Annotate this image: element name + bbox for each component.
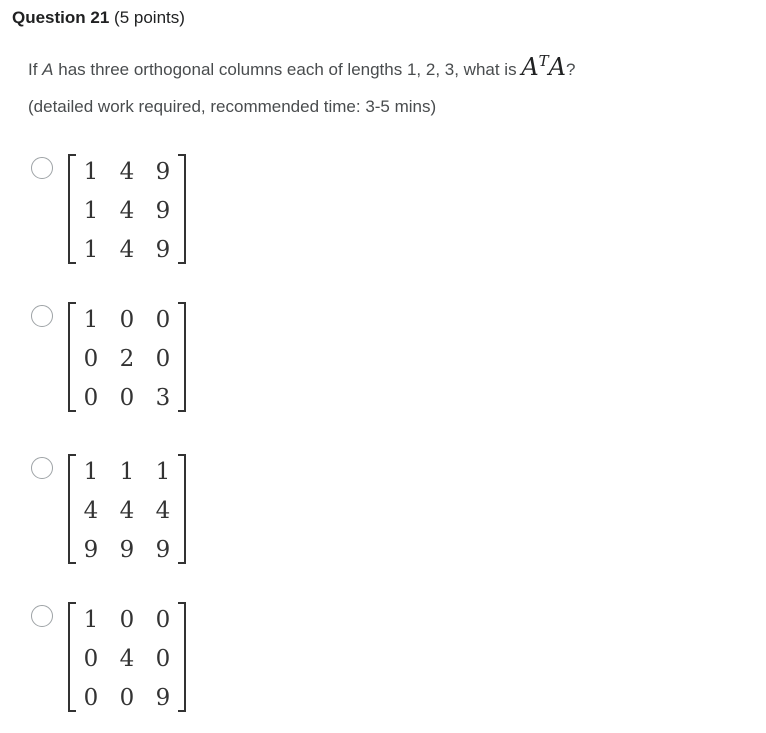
question-text-start: If (28, 60, 43, 79)
matrix-cell: 4 (155, 498, 171, 524)
matrix-cell: 4 (119, 198, 135, 224)
answer-option-3[interactable] (31, 454, 186, 566)
matrix-cell: 3 (155, 385, 171, 411)
answer-matrix (68, 154, 186, 266)
matrix-cell: 9 (155, 537, 171, 563)
right-bracket (178, 302, 186, 412)
matrix-cell: 1 (155, 459, 171, 485)
left-bracket (68, 302, 76, 412)
left-bracket (68, 602, 76, 712)
matrix-cell: 0 (155, 607, 171, 633)
matrix-cell: 1 (83, 307, 99, 333)
math-base: A (521, 53, 539, 81)
matrix-cell: 0 (119, 307, 135, 333)
matrix-cell: 1 (83, 459, 99, 485)
right-bracket (178, 454, 186, 564)
answer-option-1[interactable] (31, 154, 186, 266)
question-note: (detailed work required, recommended time: 3-5 mins) (28, 97, 437, 116)
matrix-cell: 9 (119, 537, 135, 563)
question-points: (5 points) (114, 8, 185, 27)
matrix-cell: 9 (155, 237, 171, 263)
matrix-cell: 4 (119, 646, 135, 672)
radio-button[interactable] (31, 457, 53, 479)
question-header (12, 8, 185, 28)
matrix-cell: 9 (155, 198, 171, 224)
math-after: A (548, 53, 567, 81)
matrix-cell: 1 (119, 459, 135, 485)
matrix-cell: 1 (83, 159, 99, 185)
matrix-cell: 0 (155, 307, 171, 333)
answer-matrix (68, 302, 186, 414)
matrix-cell: 4 (119, 498, 135, 524)
question-title: Question 21 (12, 8, 110, 27)
answer-matrix (68, 602, 186, 714)
right-bracket (178, 154, 186, 264)
matrix-cell: 4 (119, 237, 135, 263)
answer-option-4[interactable] (31, 602, 186, 714)
matrix-cell: 0 (83, 685, 99, 711)
radio-button[interactable] (31, 605, 53, 627)
matrix-cell: 0 (119, 385, 135, 411)
question-text-end: ? (566, 60, 576, 79)
matrix-cell: 0 (83, 646, 99, 672)
matrix-cell: 0 (83, 346, 99, 372)
matrix-cell: 0 (119, 685, 135, 711)
matrix-cell: 0 (83, 385, 99, 411)
matrix-cell: 2 (119, 346, 135, 372)
matrix-cell: 0 (155, 646, 171, 672)
right-bracket (178, 602, 186, 712)
math-expression (521, 53, 566, 81)
matrix-cell: 9 (155, 159, 171, 185)
answer-matrix (68, 454, 186, 566)
radio-button[interactable] (31, 305, 53, 327)
matrix-cell: 9 (83, 537, 99, 563)
matrix-cell: 9 (155, 685, 171, 711)
matrix-cell: 0 (155, 346, 171, 372)
math-transpose: T (538, 52, 549, 70)
matrix-cell: 1 (83, 198, 99, 224)
matrix-cell: 4 (119, 159, 135, 185)
matrix-cell: 4 (83, 498, 99, 524)
left-bracket (68, 454, 76, 564)
matrix-cell: 1 (83, 237, 99, 263)
matrix-cell: 1 (83, 607, 99, 633)
radio-button[interactable] (31, 157, 53, 179)
answer-option-2[interactable] (31, 302, 186, 414)
left-bracket (68, 154, 76, 264)
matrix-variable: A (42, 60, 54, 79)
question-text-middle: has three orthogonal columns each of lengths 1, 2, 3, what is (53, 60, 522, 79)
matrix-cell: 0 (119, 607, 135, 633)
question-text (28, 52, 575, 81)
